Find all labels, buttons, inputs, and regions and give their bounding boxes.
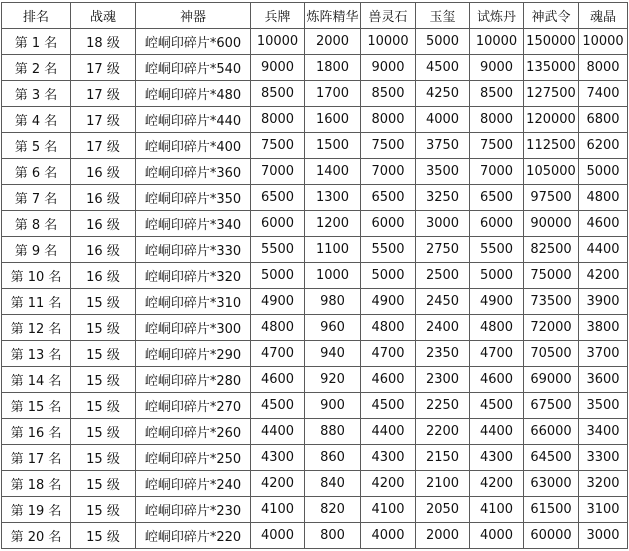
soldier-token-cell: 9000	[251, 55, 305, 81]
trial-pill-cell: 6500	[470, 185, 524, 211]
formation-essence-cell: 2000	[305, 29, 361, 55]
header-rank: 排名	[2, 3, 71, 29]
formation-essence-cell: 1100	[305, 237, 361, 263]
table-row	[2, 367, 628, 393]
beast-spirit-stone-cell: 4600	[361, 367, 416, 393]
beast-spirit-stone-cell: 4100	[361, 497, 416, 523]
table-row	[2, 523, 628, 549]
soldier-token-cell: 7000	[251, 159, 305, 185]
artifact-cell: 崆峒印碎片*240	[136, 471, 251, 497]
beast-spirit-stone-cell: 4300	[361, 445, 416, 471]
artifact-cell: 崆峒印碎片*230	[136, 497, 251, 523]
header-artifact: 神器	[136, 3, 251, 29]
rank-cell: 第 18 名	[2, 471, 71, 497]
formation-essence-cell: 1700	[305, 81, 361, 107]
trial-pill-cell: 6000	[470, 211, 524, 237]
artifact-cell: 崆峒印碎片*280	[136, 367, 251, 393]
trial-pill-cell: 4800	[470, 315, 524, 341]
header-beast-spirit-stone: 兽灵石	[361, 3, 416, 29]
soul-crystal-cell: 4400	[579, 237, 628, 263]
header-war-soul: 战魂	[71, 3, 136, 29]
table-body	[2, 29, 628, 549]
artifact-cell: 崆峒印碎片*300	[136, 315, 251, 341]
jade-seal-cell: 2150	[416, 445, 470, 471]
table-row	[2, 107, 628, 133]
war-soul-cell: 16 级	[71, 185, 136, 211]
artifact-cell: 崆峒印碎片*600	[136, 29, 251, 55]
soul-crystal-cell: 3300	[579, 445, 628, 471]
beast-spirit-stone-cell: 10000	[361, 29, 416, 55]
trial-pill-cell: 5000	[470, 263, 524, 289]
soldier-token-cell: 4000	[251, 523, 305, 549]
jade-seal-cell: 2450	[416, 289, 470, 315]
war-soul-cell: 15 级	[71, 523, 136, 549]
trial-pill-cell: 4400	[470, 419, 524, 445]
soldier-token-cell: 4200	[251, 471, 305, 497]
soul-crystal-cell: 3500	[579, 393, 628, 419]
trial-pill-cell: 4700	[470, 341, 524, 367]
rank-cell: 第 3 名	[2, 81, 71, 107]
war-soul-cell: 17 级	[71, 133, 136, 159]
jade-seal-cell: 4500	[416, 55, 470, 81]
jade-seal-cell: 2300	[416, 367, 470, 393]
soul-crystal-cell: 3900	[579, 289, 628, 315]
soldier-token-cell: 4800	[251, 315, 305, 341]
formation-essence-cell: 960	[305, 315, 361, 341]
formation-essence-cell: 1600	[305, 107, 361, 133]
trial-pill-cell: 4200	[470, 471, 524, 497]
jade-seal-cell: 2050	[416, 497, 470, 523]
formation-essence-cell: 1200	[305, 211, 361, 237]
rank-cell: 第 19 名	[2, 497, 71, 523]
soul-crystal-cell: 3000	[579, 523, 628, 549]
table-row	[2, 81, 628, 107]
soul-crystal-cell: 6200	[579, 133, 628, 159]
divine-token-cell: 112500	[524, 133, 579, 159]
header-formation-essence: 炼阵精华	[305, 3, 361, 29]
table-row	[2, 185, 628, 211]
jade-seal-cell: 3250	[416, 185, 470, 211]
rank-cell: 第 6 名	[2, 159, 71, 185]
jade-seal-cell: 4250	[416, 81, 470, 107]
table-row	[2, 29, 628, 55]
trial-pill-cell: 9000	[470, 55, 524, 81]
formation-essence-cell: 980	[305, 289, 361, 315]
soldier-token-cell: 5000	[251, 263, 305, 289]
artifact-cell: 崆峒印碎片*340	[136, 211, 251, 237]
soul-crystal-cell: 10000	[579, 29, 628, 55]
artifact-cell: 崆峒印碎片*400	[136, 133, 251, 159]
jade-seal-cell: 2100	[416, 471, 470, 497]
divine-token-cell: 127500	[524, 81, 579, 107]
artifact-cell: 崆峒印碎片*250	[136, 445, 251, 471]
soldier-token-cell: 10000	[251, 29, 305, 55]
war-soul-cell: 17 级	[71, 55, 136, 81]
rank-cell: 第 10 名	[2, 263, 71, 289]
war-soul-cell: 15 级	[71, 419, 136, 445]
soul-crystal-cell: 6800	[579, 107, 628, 133]
beast-spirit-stone-cell: 5500	[361, 237, 416, 263]
soul-crystal-cell: 4800	[579, 185, 628, 211]
trial-pill-cell: 7000	[470, 159, 524, 185]
soldier-token-cell: 6500	[251, 185, 305, 211]
artifact-cell: 崆峒印碎片*540	[136, 55, 251, 81]
beast-spirit-stone-cell: 4500	[361, 393, 416, 419]
war-soul-cell: 16 级	[71, 237, 136, 263]
divine-token-cell: 60000	[524, 523, 579, 549]
jade-seal-cell: 3000	[416, 211, 470, 237]
formation-essence-cell: 840	[305, 471, 361, 497]
soul-crystal-cell: 3400	[579, 419, 628, 445]
trial-pill-cell: 10000	[470, 29, 524, 55]
war-soul-cell: 15 级	[71, 497, 136, 523]
beast-spirit-stone-cell: 7000	[361, 159, 416, 185]
war-soul-cell: 17 级	[71, 81, 136, 107]
beast-spirit-stone-cell: 4200	[361, 471, 416, 497]
war-soul-cell: 16 级	[71, 211, 136, 237]
war-soul-cell: 15 级	[71, 367, 136, 393]
table-row	[2, 445, 628, 471]
header-divine-token: 神武令	[524, 3, 579, 29]
soul-crystal-cell: 3800	[579, 315, 628, 341]
rank-cell: 第 9 名	[2, 237, 71, 263]
jade-seal-cell: 2000	[416, 523, 470, 549]
soldier-token-cell: 5500	[251, 237, 305, 263]
trial-pill-cell: 4100	[470, 497, 524, 523]
trial-pill-cell: 4900	[470, 289, 524, 315]
divine-token-cell: 82500	[524, 237, 579, 263]
rank-cell: 第 11 名	[2, 289, 71, 315]
rank-cell: 第 4 名	[2, 107, 71, 133]
beast-spirit-stone-cell: 7500	[361, 133, 416, 159]
beast-spirit-stone-cell: 4700	[361, 341, 416, 367]
soldier-token-cell: 8500	[251, 81, 305, 107]
soldier-token-cell: 7500	[251, 133, 305, 159]
artifact-cell: 崆峒印碎片*480	[136, 81, 251, 107]
table-row	[2, 471, 628, 497]
divine-token-cell: 64500	[524, 445, 579, 471]
trial-pill-cell: 4500	[470, 393, 524, 419]
artifact-cell: 崆峒印碎片*360	[136, 159, 251, 185]
header-soldier-token: 兵牌	[251, 3, 305, 29]
formation-essence-cell: 860	[305, 445, 361, 471]
beast-spirit-stone-cell: 4800	[361, 315, 416, 341]
artifact-cell: 崆峒印碎片*440	[136, 107, 251, 133]
soldier-token-cell: 4300	[251, 445, 305, 471]
war-soul-cell: 16 级	[71, 159, 136, 185]
trial-pill-cell: 8000	[470, 107, 524, 133]
divine-token-cell: 97500	[524, 185, 579, 211]
divine-token-cell: 69000	[524, 367, 579, 393]
soul-crystal-cell: 7400	[579, 81, 628, 107]
soul-crystal-cell: 3700	[579, 341, 628, 367]
divine-token-cell: 61500	[524, 497, 579, 523]
table-row	[2, 289, 628, 315]
beast-spirit-stone-cell: 5000	[361, 263, 416, 289]
formation-essence-cell: 1500	[305, 133, 361, 159]
beast-spirit-stone-cell: 4900	[361, 289, 416, 315]
artifact-cell: 崆峒印碎片*220	[136, 523, 251, 549]
soul-crystal-cell: 3600	[579, 367, 628, 393]
divine-token-cell: 135000	[524, 55, 579, 81]
beast-spirit-stone-cell: 9000	[361, 55, 416, 81]
beast-spirit-stone-cell: 8500	[361, 81, 416, 107]
artifact-cell: 崆峒印碎片*350	[136, 185, 251, 211]
rank-cell: 第 12 名	[2, 315, 71, 341]
rank-cell: 第 13 名	[2, 341, 71, 367]
artifact-cell: 崆峒印碎片*330	[136, 237, 251, 263]
formation-essence-cell: 800	[305, 523, 361, 549]
divine-token-cell: 70500	[524, 341, 579, 367]
soldier-token-cell: 4600	[251, 367, 305, 393]
jade-seal-cell: 2750	[416, 237, 470, 263]
table-row	[2, 497, 628, 523]
soul-crystal-cell: 4600	[579, 211, 628, 237]
jade-seal-cell: 3750	[416, 133, 470, 159]
divine-token-cell: 150000	[524, 29, 579, 55]
soldier-token-cell: 6000	[251, 211, 305, 237]
soul-crystal-cell: 5000	[579, 159, 628, 185]
jade-seal-cell: 2350	[416, 341, 470, 367]
trial-pill-cell: 4300	[470, 445, 524, 471]
header-soul-crystal: 魂晶	[579, 3, 628, 29]
divine-token-cell: 73500	[524, 289, 579, 315]
war-soul-cell: 15 级	[71, 341, 136, 367]
war-soul-cell: 17 级	[71, 107, 136, 133]
jade-seal-cell: 2400	[416, 315, 470, 341]
beast-spirit-stone-cell: 6000	[361, 211, 416, 237]
beast-spirit-stone-cell: 6500	[361, 185, 416, 211]
soul-crystal-cell: 4200	[579, 263, 628, 289]
header-jade-seal: 玉玺	[416, 3, 470, 29]
divine-token-cell: 120000	[524, 107, 579, 133]
table-row	[2, 263, 628, 289]
war-soul-cell: 15 级	[71, 289, 136, 315]
soldier-token-cell: 8000	[251, 107, 305, 133]
jade-seal-cell: 2500	[416, 263, 470, 289]
war-soul-cell: 15 级	[71, 393, 136, 419]
jade-seal-cell: 3500	[416, 159, 470, 185]
soldier-token-cell: 4500	[251, 393, 305, 419]
rank-cell: 第 1 名	[2, 29, 71, 55]
rank-cell: 第 2 名	[2, 55, 71, 81]
formation-essence-cell: 1400	[305, 159, 361, 185]
soldier-token-cell: 4100	[251, 497, 305, 523]
table-row	[2, 55, 628, 81]
rank-cell: 第 5 名	[2, 133, 71, 159]
soldier-token-cell: 4700	[251, 341, 305, 367]
header-row	[2, 3, 628, 29]
table-row	[2, 237, 628, 263]
beast-spirit-stone-cell: 8000	[361, 107, 416, 133]
formation-essence-cell: 1300	[305, 185, 361, 211]
formation-essence-cell: 920	[305, 367, 361, 393]
divine-token-cell: 66000	[524, 419, 579, 445]
reward-table	[1, 2, 628, 549]
war-soul-cell: 15 级	[71, 445, 136, 471]
war-soul-cell: 15 级	[71, 315, 136, 341]
reward-table-container	[1, 2, 627, 548]
rank-cell: 第 7 名	[2, 185, 71, 211]
table-row	[2, 315, 628, 341]
formation-essence-cell: 900	[305, 393, 361, 419]
table-row	[2, 159, 628, 185]
table-row	[2, 419, 628, 445]
artifact-cell: 崆峒印碎片*320	[136, 263, 251, 289]
artifact-cell: 崆峒印碎片*260	[136, 419, 251, 445]
divine-token-cell: 75000	[524, 263, 579, 289]
formation-essence-cell: 1800	[305, 55, 361, 81]
trial-pill-cell: 8500	[470, 81, 524, 107]
artifact-cell: 崆峒印碎片*290	[136, 341, 251, 367]
formation-essence-cell: 820	[305, 497, 361, 523]
divine-token-cell: 105000	[524, 159, 579, 185]
table-row	[2, 211, 628, 237]
table-row	[2, 393, 628, 419]
table-row	[2, 341, 628, 367]
soul-crystal-cell: 3200	[579, 471, 628, 497]
table-row	[2, 133, 628, 159]
beast-spirit-stone-cell: 4400	[361, 419, 416, 445]
header-trial-pill: 试炼丹	[470, 3, 524, 29]
formation-essence-cell: 1000	[305, 263, 361, 289]
rank-cell: 第 15 名	[2, 393, 71, 419]
soul-crystal-cell: 8000	[579, 55, 628, 81]
soul-crystal-cell: 3100	[579, 497, 628, 523]
divine-token-cell: 67500	[524, 393, 579, 419]
artifact-cell: 崆峒印碎片*270	[136, 393, 251, 419]
divine-token-cell: 63000	[524, 471, 579, 497]
trial-pill-cell: 7500	[470, 133, 524, 159]
war-soul-cell: 16 级	[71, 263, 136, 289]
divine-token-cell: 72000	[524, 315, 579, 341]
jade-seal-cell: 2200	[416, 419, 470, 445]
trial-pill-cell: 4600	[470, 367, 524, 393]
rank-cell: 第 16 名	[2, 419, 71, 445]
jade-seal-cell: 2250	[416, 393, 470, 419]
jade-seal-cell: 5000	[416, 29, 470, 55]
war-soul-cell: 18 级	[71, 29, 136, 55]
rank-cell: 第 20 名	[2, 523, 71, 549]
beast-spirit-stone-cell: 4000	[361, 523, 416, 549]
rank-cell: 第 17 名	[2, 445, 71, 471]
formation-essence-cell: 940	[305, 341, 361, 367]
trial-pill-cell: 5500	[470, 237, 524, 263]
trial-pill-cell: 4000	[470, 523, 524, 549]
rank-cell: 第 8 名	[2, 211, 71, 237]
divine-token-cell: 90000	[524, 211, 579, 237]
artifact-cell: 崆峒印碎片*310	[136, 289, 251, 315]
war-soul-cell: 15 级	[71, 471, 136, 497]
soldier-token-cell: 4900	[251, 289, 305, 315]
soldier-token-cell: 4400	[251, 419, 305, 445]
jade-seal-cell: 4000	[416, 107, 470, 133]
formation-essence-cell: 880	[305, 419, 361, 445]
rank-cell: 第 14 名	[2, 367, 71, 393]
